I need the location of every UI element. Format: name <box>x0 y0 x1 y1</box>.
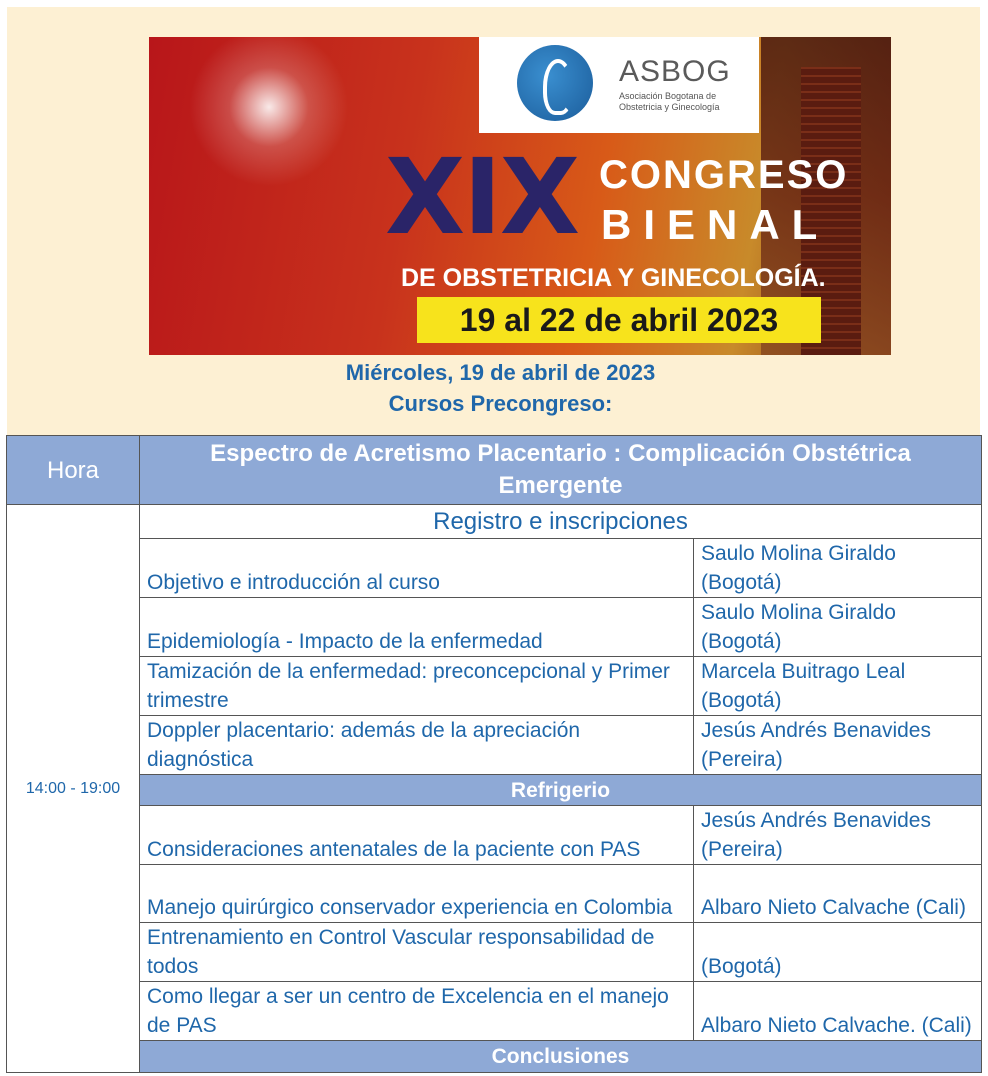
time-cell: 14:00 - 19:00 <box>7 505 140 1073</box>
refrigerio-band: Refrigerio <box>140 775 982 806</box>
speaker-cell: Albaro Nieto Calvache. (Cali) <box>694 982 982 1041</box>
bienal-text: BIENAL <box>601 201 830 248</box>
refrigerio-row <box>7 775 982 806</box>
speaker-cell: Saulo Molina Giraldo (Bogotá) <box>694 598 982 657</box>
schedule-table <box>6 435 982 1073</box>
logo-name: ASBOG <box>619 55 731 88</box>
topic-cell: Tamización de la enfermedad: preconcepcional y Primer trimestre <box>140 657 694 716</box>
conclusiones-band: Conclusiones <box>140 1041 982 1073</box>
table-row <box>7 923 982 982</box>
table-row <box>7 865 982 923</box>
header-course-title: Espectro de Acretismo Placentario : Complicación Obstétrica Emergente <box>140 436 982 505</box>
table-row <box>7 505 982 539</box>
congress-banner <box>149 37 891 355</box>
conclusiones-row <box>7 1041 982 1073</box>
speaker-cell: Albaro Nieto Calvache (Cali) <box>694 865 982 923</box>
table-header-row <box>7 436 982 505</box>
header-area <box>7 7 980 436</box>
congress-subtitle: DE OBSTETRICIA Y GINECOLOGÍA. <box>401 264 826 292</box>
topic-cell: Entrenamiento en Control Vascular responsabilidad de todos <box>140 923 694 982</box>
asbog-logo <box>479 37 759 133</box>
speaker-cell: Jesús Andrés Benavides (Pereira) <box>694 806 982 865</box>
topic-cell: Como llegar a ser un centro de Excelencia en el manejo de PAS <box>140 982 694 1041</box>
topic-cell: Epidemiología - Impacto de la enfermedad <box>140 598 694 657</box>
table-row <box>7 657 982 716</box>
speaker-cell: Jesús Andrés Benavides (Pereira) <box>694 716 982 775</box>
congress-dates: 19 al 22 de abril 2023 <box>417 297 821 343</box>
speaker-cell: (Bogotá) <box>694 923 982 982</box>
topic-cell: Doppler placentario: además de la apreciación diagnóstica <box>140 716 694 775</box>
light-glow <box>189 37 349 187</box>
table-row <box>7 716 982 775</box>
registro-row: Registro e inscripciones <box>140 505 982 539</box>
speaker-cell: Marcela Buitrago Leal (Bogotá) <box>694 657 982 716</box>
speaker-cell: Saulo Molina Giraldo (Bogotá) <box>694 539 982 598</box>
topic-cell: Manejo quirúrgico conservador experiencia en Colombia <box>140 865 694 923</box>
day-title: Miércoles, 19 de abril de 2023 <box>345 360 656 385</box>
congreso-text: CONGRESO <box>599 153 849 197</box>
header-hora: Hora <box>7 436 140 505</box>
topic-cell: Objetivo e introducción al curso <box>140 539 694 598</box>
table-row <box>7 539 982 598</box>
congress-numeral: XIX <box>385 136 579 258</box>
table-row <box>7 598 982 657</box>
table-row <box>7 806 982 865</box>
asbog-logo-icon <box>517 45 593 121</box>
logo-subtitle: Asociación Bogotana de Obstetricia y Ginecología <box>619 91 720 112</box>
table-row <box>7 982 982 1041</box>
topic-cell: Consideraciones antenatales de la paciente con PAS <box>140 806 694 865</box>
section-title: Cursos Precongreso: <box>388 391 613 416</box>
